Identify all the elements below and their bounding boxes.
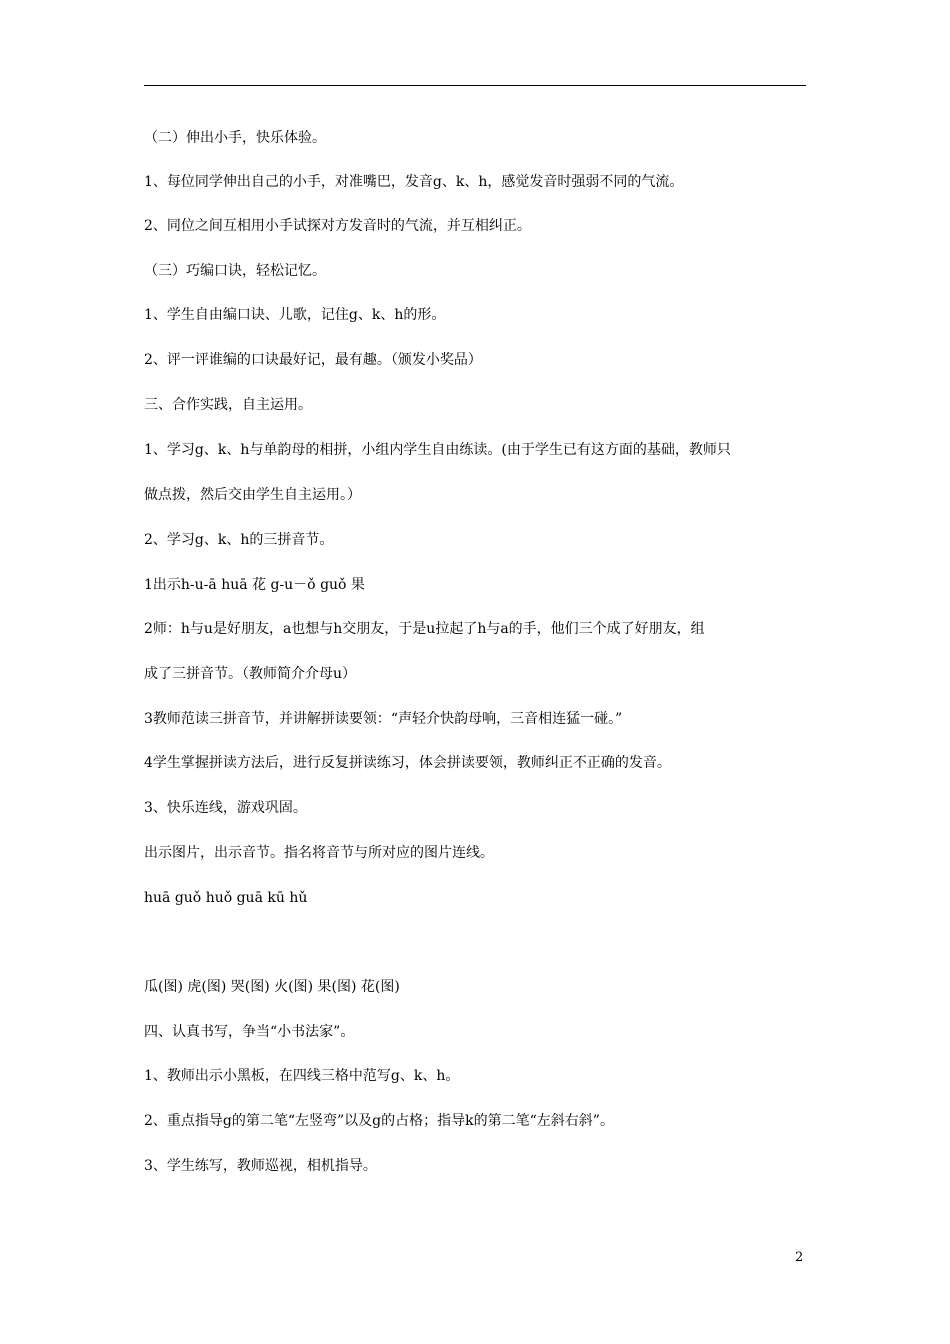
paragraph-continuation: 成了三拼音节。（教师简介介母u）	[144, 666, 357, 682]
paragraph: 1出示h-u-ā huā 花 g-u－ǒ guǒ 果	[144, 577, 365, 593]
paragraph: 1、学生自由编口诀、儿歌，记住g、k、h的形。	[144, 307, 446, 323]
paragraph: 3、学生练写，教师巡视，相机指导。	[144, 1158, 377, 1174]
paragraph: 1、教师出示小黑板，在四线三格中范写g、k、h。	[144, 1068, 460, 1084]
paragraph: 1、每位同学伸出自己的小手，对准嘴巴，发音g、k、h，感觉发音时强弱不同的气流。	[144, 174, 684, 190]
paragraph: 2、重点指导g的第二笔“左竖弯”以及g的占格；指导k的第二笔“左斜右斜”。	[144, 1113, 614, 1129]
paragraph: 出示图片，出示音节。指名将音节与所对应的图片连线。	[144, 845, 494, 861]
section-heading: 三、合作实践，自主运用。	[144, 397, 312, 413]
header-rule	[144, 85, 806, 86]
page-number: 2	[795, 1250, 804, 1265]
paragraph: 2、学习g、k、h的三拼音节。	[144, 532, 334, 548]
paragraph: 1、学习g、k、h与单韵母的相拼，小组内学生自由练读。(由于学生已有这方面的基础，教师只	[144, 442, 731, 458]
pinyin-line: huā guǒ huǒ guā kū hǔ	[144, 890, 308, 906]
section-heading: 四、认真书写，争当“小书法家”。	[144, 1024, 355, 1040]
paragraph: 2、同位之间互相用小手试探对方发音时的气流，并互相纠正。	[144, 218, 531, 234]
paragraph: 2师：h与u是好朋友，a也想与h交朋友，于是u拉起了h与a的手，他们三个成了好朋友，组	[144, 621, 705, 637]
section-heading: （三）巧编口诀，轻松记忆。	[144, 263, 326, 279]
paragraph: 4学生掌握拼读方法后，进行反复拼读练习，体会拼读要领，教师纠正不正确的发音。	[144, 755, 671, 771]
paragraph-continuation: 做点拨，然后交由学生自主运用。）	[144, 487, 361, 503]
paragraph: 3、快乐连线，游戏巩固。	[144, 800, 307, 816]
paragraph: 2、评一评谁编的口诀最好记，最有趣。（颁发小奖品）	[144, 352, 482, 368]
picture-words-line: 瓜(图) 虎(图) 哭(图) 火(图) 果(图) 花(图)	[144, 979, 400, 995]
section-heading: （二）伸出小手，快乐体验。	[144, 130, 326, 146]
paragraph: 3教师范读三拼音节，并讲解拼读要领：“声轻介快韵母响，三音相连猛一碰。”	[144, 711, 623, 727]
